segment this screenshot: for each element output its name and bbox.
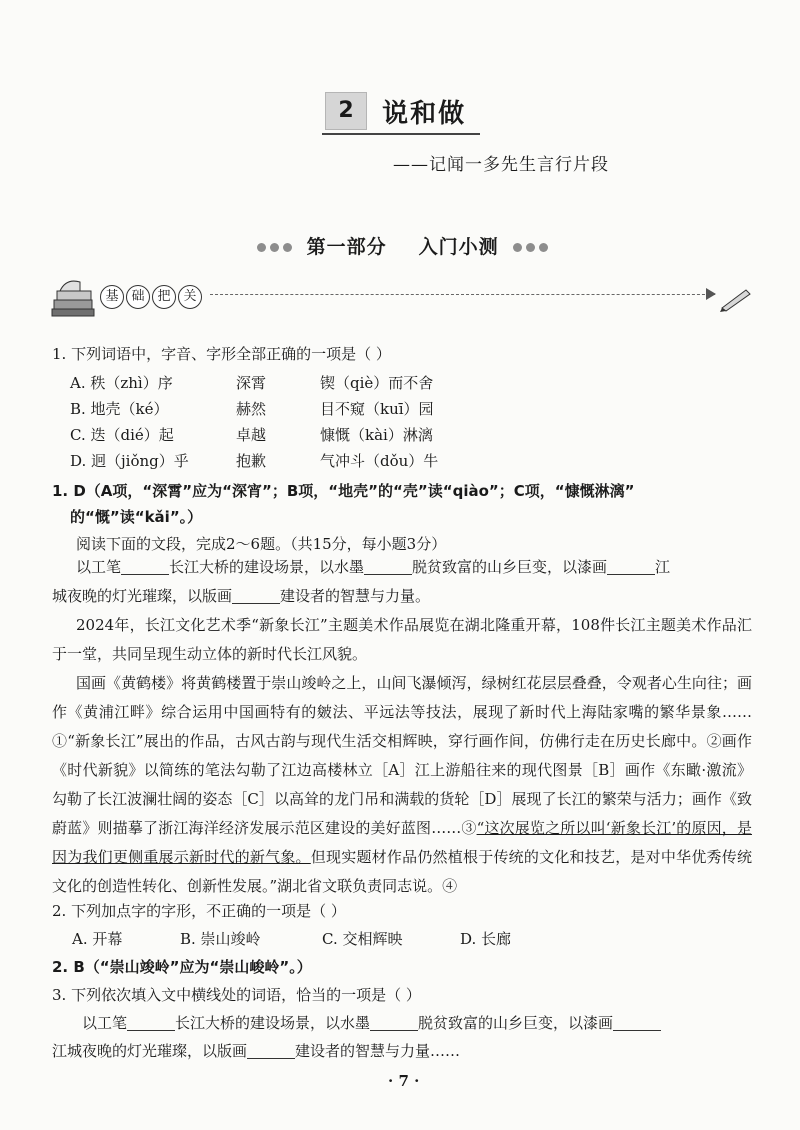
fill-blank xyxy=(232,602,280,604)
left-dots-decoration xyxy=(255,235,294,257)
fill-blank xyxy=(607,573,655,575)
banner-char: 关 xyxy=(178,285,202,309)
q1-answer-line2: 的“慨”读“kǎi”。） xyxy=(70,508,203,526)
q1-option-a: A. 秩（zhì）序 深霄 锲（qiè）而不舍 xyxy=(70,374,434,392)
q3-line2: 江城夜晚的灯光璀璨，以版画 建设者的智慧与力量…… xyxy=(52,1042,461,1060)
passage-paragraph-2: 2024年，长江文化艺术季“新象长江”主题美术作品展览在湖北隆重开幕，108件长江主题美术作品汇于一堂，共同呈现生动立体的新时代长江风貌。 xyxy=(52,616,752,663)
lesson-number: 2 xyxy=(325,92,367,130)
q2-stem: 2. 下列加点字的字形，不正确的一项是（ ） xyxy=(52,902,346,920)
q1-answer-line1: 1. D（A项，“深霄”应为“深宵”；B项，“地壳”的“壳”读“qiào”；C项，“慷慨淋漓” xyxy=(52,482,635,500)
reading-intro: 阅读下面的文段，完成2～6题。（共15分，每小题3分） xyxy=(76,535,447,553)
passage-paragraph-1: 以工笔 长江大桥的建设场景，以水墨 脱贫致富的山乡巨变，以漆画 江 城夜晚的灯光璀璨，以版画 建设者的智慧与力量。 xyxy=(52,558,671,605)
dashed-arrow-line xyxy=(210,294,715,295)
page-number: · 7 · xyxy=(388,1072,420,1090)
q3-line1: 以工笔 长江大桥的建设场景，以水墨 脱贫致富的山乡巨变，以漆画 xyxy=(82,1012,661,1033)
pencil-icon xyxy=(718,286,752,312)
lesson-title-block xyxy=(325,92,466,136)
fill-blank xyxy=(127,1029,175,1031)
lesson-title: 说和做 xyxy=(382,98,467,129)
banner-char: 把 xyxy=(152,285,176,309)
title-underline xyxy=(322,133,480,135)
part-label: 第一部分 xyxy=(306,236,387,258)
q1-stem: 1. 下列词语中，字音、字形全部正确的一项是（ ） xyxy=(52,345,391,363)
fill-blank xyxy=(613,1029,661,1031)
fill-blank xyxy=(364,573,412,575)
basics-banner xyxy=(100,285,204,309)
q1-option-c: C. 迭（dié）起 卓越 慷慨（kài）淋漓 xyxy=(70,426,433,444)
part-name: 入门小测 xyxy=(418,236,499,258)
fill-blank xyxy=(121,573,169,575)
books-icon xyxy=(50,276,98,318)
fill-blank xyxy=(247,1057,295,1059)
banner-char: 础 xyxy=(126,285,150,309)
arrow-head-icon xyxy=(706,288,716,300)
banner-char: 基 xyxy=(100,285,124,309)
lesson-subtitle: ——记闻一多先生言行片段 xyxy=(393,155,609,175)
q2-options: A. 开幕 B. 崇山竣岭 C. 交相辉映 D. 长廊 xyxy=(72,930,512,948)
q1-option-d: D. 迥（jiǒng）乎 抱歉 气冲斗（dǒu）牛 xyxy=(70,452,439,470)
right-dots-decoration xyxy=(511,235,550,257)
underlined-sentence: “这次展览之所以叫‘新象长江’的原因，是因为我们更侧重展示新时代的新气象。 xyxy=(52,819,752,866)
q1-option-b: B. 地壳（ké） 赫然 目不窥（kuī）园 xyxy=(70,400,434,418)
q2-answer: 2. B（“崇山竣岭”应为“崇山峻岭”。） xyxy=(52,958,312,976)
passage-paragraph-3: 国画《黄鹤楼》将黄鹤楼置于崇山竣岭之上，山间飞瀑倾泻，绿树红花层层叠叠，令观者心生向往；画作《黄浦江畔》综合运用中国画特有的皴法、平远法等技法，展现了新时代上海陆家嘴的繁华景象……①“新象长江”展出的作品，古风古韵与现代生活交相辉映，穿行画作间，仿佛行走在历史长廊中。②画作《时代新貌》以简练的笔法勾勒了江边高楼林立［A］江上游船往来的现代图景［B］画作《东瞰·激流》勾勒了长江波澜壮阔的姿态［C］以高耸的龙门吊和满载的货轮［D］展现了长江的繁荣与活力；画作《致蔚蓝》则描摹了浙江海洋经济发展示范区建设的美好蓝图……③“这次展览之所以叫‘新象长江’的原因，是因为我们更侧重展示新时代的新气象。但现实题材作品仍然植根于传统的文化和技艺，是对中华优秀传统文化的创造性转化、创新性发展。”湖北省文联负责同志说。④ xyxy=(52,674,752,895)
fill-blank xyxy=(370,1029,418,1031)
part-heading xyxy=(255,232,550,259)
q3-stem: 3. 下列依次填入文中横线处的词语，恰当的一项是（ ） xyxy=(52,986,421,1004)
